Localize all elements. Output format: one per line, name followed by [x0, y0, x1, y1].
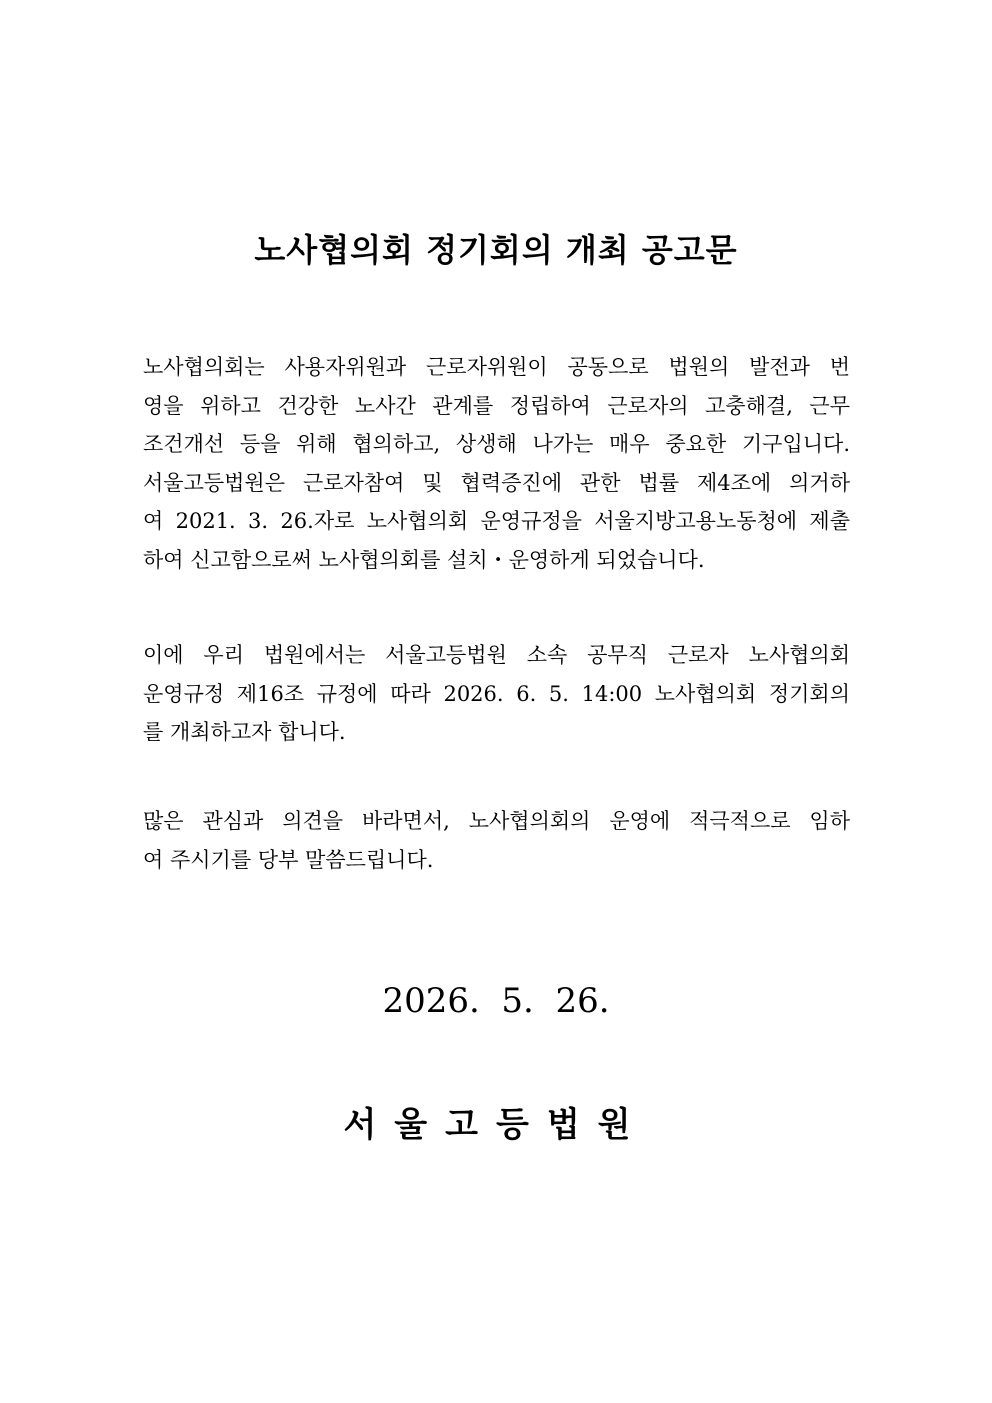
- paragraph-line: 조건개선 등을 위해 협의하고, 상생해 나가는 매우 중요한 기구입니다.: [143, 432, 850, 456]
- paragraph-line: 하여 신고함으로써 노사협의회를 설치・운영하게 되었습니다.: [143, 547, 705, 572]
- paragraph-intro: [143, 348, 850, 579]
- issuer-name: 서울고등법원: [343, 1105, 649, 1145]
- paragraph-line: 를 개최하고자 합니다.: [143, 720, 346, 744]
- paragraph-closing: [143, 802, 850, 879]
- document-title: 노사협의회 정기회의 개최 공고문: [254, 231, 738, 269]
- paragraph-line: 서울고등법원은 근로자참여 및 협력증진에 관한 법률 제4조에 의거하: [143, 470, 850, 495]
- paragraph-line: 노사협의회는 사용자위원과 근로자위원이 공동으로 법원의 발전과 번: [143, 355, 850, 379]
- paragraph-line: 영을 위하고 건강한 노사간 관계를 정립하여 근로자의 고충해결, 근무: [143, 393, 850, 418]
- paragraph-meeting: [143, 636, 850, 752]
- paragraph-line: 여 주시기를 당부 말씀드립니다.: [143, 847, 434, 872]
- paragraph-line: 운영규정 제16조 규정에 따라 2026. 6. 5. 14:00 노사협의회 정기회의: [143, 681, 850, 706]
- paragraph-line: 많은 관심과 의견을 바라면서, 노사협의회의 운영에 적극적으로 임하: [143, 809, 850, 833]
- paragraph-line: 이에 우리 법원에서는 서울고등법원 소속 공무직 근로자 노사협의회: [143, 643, 850, 667]
- document-date: 2026. 5. 26.: [382, 981, 610, 1021]
- paragraph-line: 여 2021. 3. 26.자로 노사협의회 운영규정을 서울지방고용노동청에 제출: [143, 509, 850, 533]
